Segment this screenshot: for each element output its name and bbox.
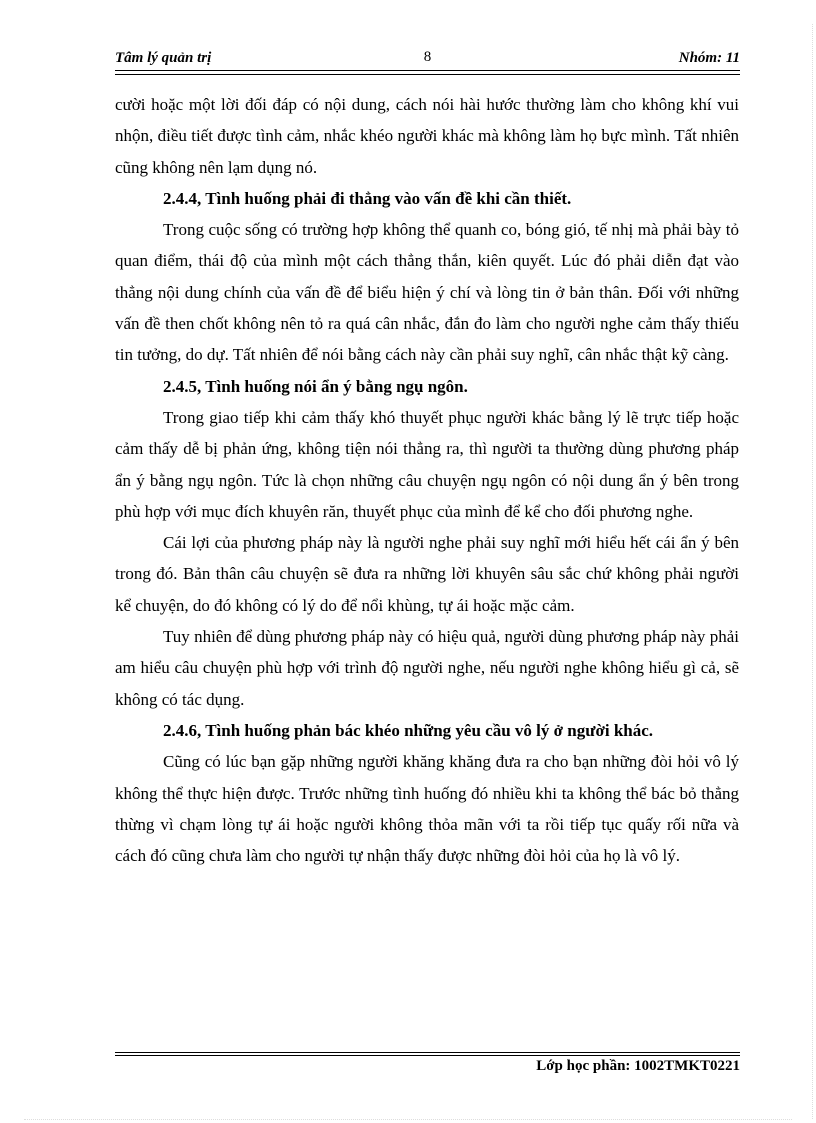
page-boundary [812, 24, 813, 1119]
paragraph: Trong cuộc sống có trường hợp không thể quanh co, bóng gió, tế nhị mà phải bày tỏ quan điểm, thái độ của mình một cách thẳng thắn, kiên quyết. Lúc đó phải diễn đạt vào thẳng nội dung chính của vấn đề để biểu hiện ý chí và lòng tin ở bản thân. Đối với những vấn đề then chốt không nên tỏ ra quá cân nhắc, đắn đo làm cho người nghe cảm thấy thiếu tin tưởng, do dự. Tất nhiên để nói bằng cách này cần phải suy nghĩ, cân nhắc thật kỹ càng. [115, 220, 739, 365]
section-heading: 2.4.6, Tình huống phản bác khéo những yêu cầu vô lý ở người khác. [163, 720, 654, 740]
paragraph: Cũng có lúc bạn gặp những người khăng khăng đưa ra cho bạn những đòi hỏi vô lý không thể thực hiện được. Trước những tình huống đó nhiều khi ta không thể bác bỏ thẳng thừng vì chạm lòng tự ái hoặc người không thỏa mãn với ta rồi tiếp tục quấy rối nữa và cách đó cũng chưa làm cho người tự nhận thấy được những đòi hỏi của họ là vô lý. [115, 752, 739, 866]
paragraph: Cái lợi của phương pháp này là người nghe phải suy nghĩ mới hiểu hết cái ẩn ý bên trong đó. Bản thân câu chuyện sẽ đưa ra những lời khuyên sâu sắc chứ không phải người kể chuyện, do đó không có lý do để nổi khùng, tự ái hoặc mặc cảm. [115, 533, 739, 615]
header-title: Tâm lý quản trị [115, 50, 212, 66]
paragraph: Tuy nhiên để dùng phương pháp này có hiệu quả, người dùng phương pháp này phải am hiểu câu chuyện phù hợp với trình độ người nghe, nếu người nghe không hiểu gì cả, sẽ không có tác dụng. [115, 627, 739, 709]
page-number: 8 [423, 49, 432, 65]
page-footer: Lớp học phần: 1002TMKT0221 [536, 1058, 740, 1074]
footer-rule [115, 1052, 740, 1053]
header-group: Nhóm: 11 [678, 50, 740, 66]
section-heading: 2.4.4, Tình huống phải đi thẳng vào vấn đề khi cần thiết. [163, 188, 572, 208]
footer-rule [115, 1055, 740, 1056]
paragraph: cười hoặc một lời đối đáp có nội dung, cách nói hài hước thường làm cho không khí vui nhộn, điều tiết được tình cảm, nhắc khéo người khác mà không làm họ bực mình. Tất nhiên cũng không nên lạm dụng nó. [115, 95, 739, 177]
header-rule [115, 74, 740, 75]
page-boundary [24, 1119, 792, 1120]
header-rule [115, 70, 740, 71]
paragraph: Trong giao tiếp khi cảm thấy khó thuyết phục người khác bằng lý lẽ trực tiếp hoặc cảm thấy dễ bị phản ứng, không tiện nói thẳng ra, thì người ta thường dùng phương pháp ẩn ý bằng ngụ ngôn. Tức là chọn những câu chuyện ngụ ngôn có nội dung ẩn ý bên trong phù hợp với mục đích khuyên răn, thuyết phục của mình để kể cho đối phương nghe. [115, 407, 739, 521]
section-heading: 2.4.5, Tình huống nói ẩn ý bằng ngụ ngôn. [163, 376, 468, 396]
page-body [115, 89, 739, 871]
page-header [115, 48, 740, 70]
